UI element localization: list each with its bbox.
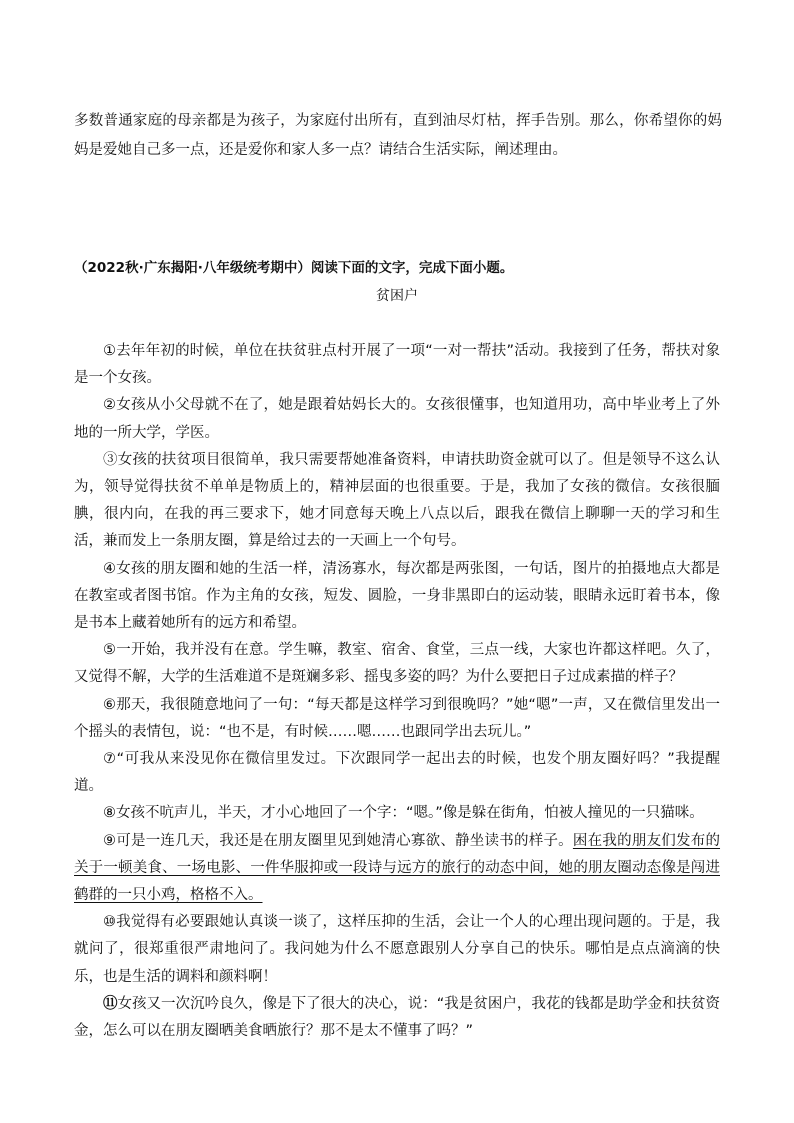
paragraph-6: ⑥那天，我很随意地问了一句：“每天都是这样学习到很晚吗？”她“嗯”一声，又在微信里发出一个摇头的表情包，说：“也不是，有时候……嗯……也跟同学出去玩儿。”	[74, 696, 720, 740]
paragraph-9	[74, 828, 720, 910]
question-text: 多数普通家庭的母亲都是为孩子，为家庭付出所有，直到油尽灯枯，挥手告别。那么，你希望你的妈妈是爱她自己多一点，还是爱你和家人多一点？请结合生活实际，阐述理由。	[74, 112, 722, 158]
paragraph-11-marker: ⑪	[103, 995, 118, 1012]
paragraph-7: ⑦“可我从来没见你在微信里发过。下次跟同学一起出去的时候，也发个朋友圈好吗？”我提醒道。	[74, 751, 720, 795]
paragraph-1: ①去年年初的时候，单位在扶贫驻点村开展了一项“一对一帮扶”活动。我接到了任务，帮扶对象是一个女孩。	[74, 343, 720, 387]
paragraph-10: ⑩我觉得有必要跟她认真谈一谈了，这样压抑的生活，会让一个人的心理出现问题的。于是，我就问了，很郑重很严肃地问了。我问她为什么不愿意跟别人分享自己的快乐。哪怕是点点滴滴的快乐，也是生活的调料和颜料啊！	[74, 914, 720, 985]
paragraph-2: ②女孩从小父母就不在了，她是跟着姑妈长大的。女孩很懂事，也知道用功，高中毕业考上了外地的一所大学，学医。	[74, 397, 720, 441]
paragraph-9-plain: ⑨可是一连几天，我还是在朋友圈里见到她清心寡欲、静坐读书的样子。	[103, 832, 573, 849]
paragraph-5: ⑤一开始，我并没有在意。学生嘛，教室、宿舍、食堂，三点一线，大家也许都这样吧。久了，又觉得不解，大学的生活难道不是斑斓多彩、摇曳多姿的吗？为什么要把日子过成素描的样子？	[74, 642, 720, 686]
paragraph-11-text: 女孩又一次沉吟良久，像是下了很大的决心，说：“我是贫困户，我花的钱都是助学金和扶贫资金，怎么可以在朋友圈晒美食晒旅行？那不是太不懂事了吗？”	[74, 995, 720, 1040]
passage-body	[74, 338, 720, 1045]
paragraph-3: ③女孩的扶贫项目很简单，我只需要帮她准备资料，申请扶助资金就可以了。但是领导不这么认为，领导觉得扶贫不单单是物质上的，精神层面的也很重要。于是，我加了女孩的微信。女孩很腼腆，很内向，在我的再三要求下，她才同意每天晚上八点以后，跟我在微信上聊聊一天的学习和生活，兼而发上一条朋友圈，算是给过去的一天画上一个句号。	[74, 451, 720, 550]
passage-source: （2022秋·广东揭阳·八年级统考期中）阅读下面的文字，完成下面小题。	[74, 260, 514, 276]
paragraph-9-underlined-sentence: 困在我的朋友们发布的关于一顿美食、一场电影、一件华服抑或一段诗与远方的旅行的动态中间，她的朋友圈动态像是闯进鹤群的一只小鸡，格格不入。	[74, 832, 721, 904]
paragraph-8: ⑧女孩不吭声儿，半天，才小心地回了一个字：“嗯。”像是躲在街角，怕被人撞见的一只猫咪。	[103, 805, 704, 822]
passage-title: 贫困户	[376, 288, 418, 304]
paragraph-11	[74, 991, 720, 1045]
paragraph-4: ④女孩的朋友圈和她的生活一样，清汤寡水，每次都是两张图，一句话，图片的拍摄地点大都是在教室或者图书馆。作为主角的女孩，短发、圆脸，一身非黑即白的运动装，眼睛永远盯着书本，像是书本上藏着她所有的远方和希望。	[74, 560, 720, 632]
